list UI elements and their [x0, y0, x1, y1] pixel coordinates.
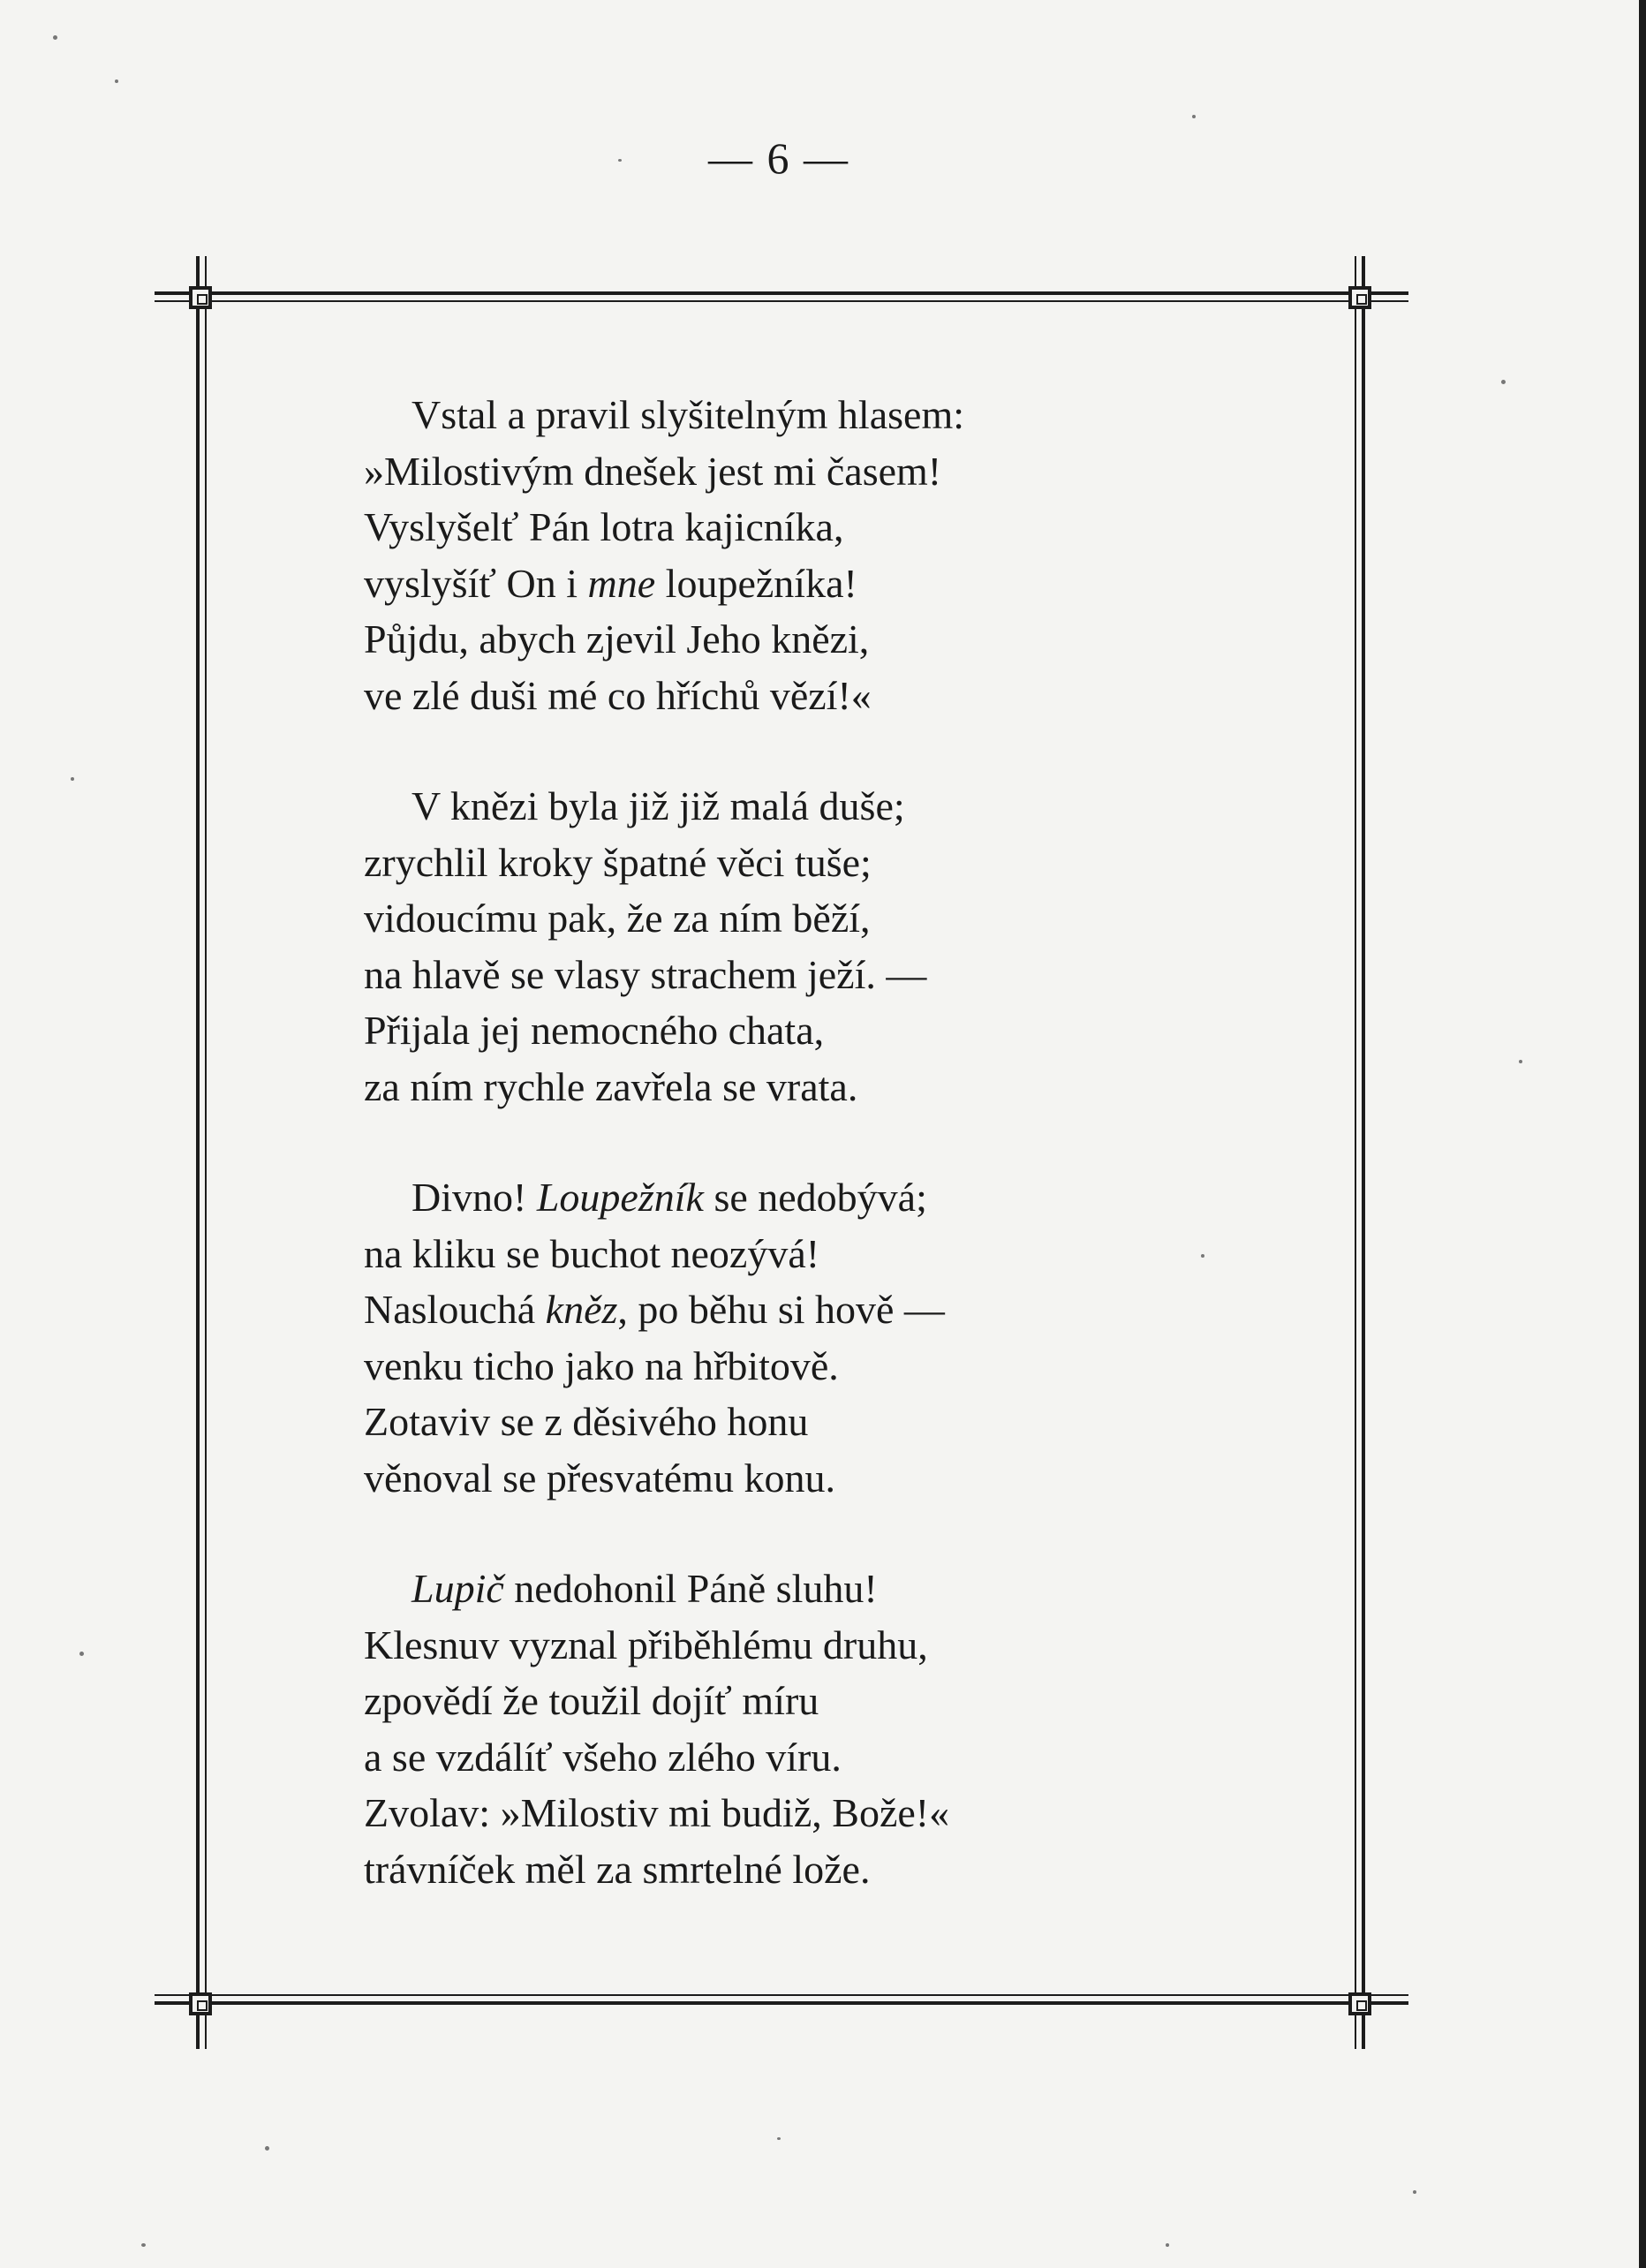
poem-line [364, 1561, 1335, 1617]
line-segment: na kliku se buchot neozývá! [364, 1230, 820, 1276]
poem-line [364, 556, 1335, 612]
line-segment: nedohonil Páně sluhu! [503, 1566, 878, 1611]
line-segment: , po běhu si hově — [617, 1287, 945, 1332]
poem-line [364, 1226, 1335, 1282]
speck [115, 79, 118, 83]
speck [618, 159, 622, 162]
speck [265, 2146, 269, 2151]
stanza [364, 387, 1335, 723]
line-segment: věnoval se přesvatému konu. [364, 1455, 835, 1501]
frame-left-line [196, 256, 200, 2049]
speck [777, 2137, 781, 2140]
poem-line [364, 1394, 1335, 1450]
poem-line [364, 1281, 1335, 1338]
speck [1201, 1254, 1204, 1258]
speck [1413, 2190, 1416, 2194]
line-segment: vyslyšíť On i [364, 560, 588, 606]
poem-line [364, 1338, 1335, 1395]
frame-right-line-inner [1355, 256, 1356, 2049]
line-segment: a se vzdálíť všeho zlého víru. [364, 1734, 842, 1780]
line-segment: ve zlé duši mé co hříchů vězí!« [364, 672, 872, 718]
poem-line [364, 835, 1335, 891]
poem-line [364, 1729, 1335, 1786]
stanza [364, 1561, 1335, 1897]
frame-bottom-line-inner [155, 1994, 1408, 1996]
italic-word: Lupič [412, 1566, 504, 1611]
poem-line [364, 611, 1335, 668]
poem-line [364, 668, 1335, 724]
line-segment: Vyslyšelť Pán lotra kajicníka, [364, 504, 844, 549]
poem-line [364, 499, 1335, 556]
italic-word: Loupežník [536, 1175, 704, 1220]
poem-line [364, 947, 1335, 1003]
page-number: — 6 — [708, 133, 849, 183]
speck [71, 777, 74, 781]
stanza [364, 778, 1335, 1115]
poem-line [364, 1617, 1335, 1674]
poem-line [364, 1785, 1335, 1841]
line-segment: Zotaviv se z děsivého honu [364, 1399, 809, 1444]
line-segment: Vstal a pravil slyšitelným hlasem: [412, 392, 965, 437]
line-segment: za ním rychle zavřela se vrata. [364, 1063, 858, 1109]
speck [53, 35, 57, 40]
poem-line [364, 1059, 1335, 1115]
line-segment: Zvolav: »Milostiv mi budiž, Bože!« [364, 1790, 950, 1835]
line-segment: Naslouchá [364, 1287, 546, 1332]
frame-corner-ornament [189, 1992, 212, 2015]
frame-corner-ornament [189, 286, 212, 309]
frame-bottom-line [155, 2001, 1408, 2005]
page-right-edge [1639, 0, 1646, 2268]
italic-word: kněz [545, 1287, 618, 1332]
line-segment: trávníček měl za smrtelné lože. [364, 1846, 871, 1892]
frame-corner-ornament [1348, 286, 1371, 309]
poem-line [364, 443, 1335, 500]
line-segment: Divno! [412, 1175, 537, 1220]
poem-line [364, 1450, 1335, 1507]
speck [79, 1652, 84, 1656]
poem-line [364, 1002, 1335, 1059]
speck [1166, 2243, 1169, 2247]
line-segment: Půjdu, abych zjevil Jeho knězi, [364, 616, 870, 662]
speck [1501, 380, 1506, 384]
line-segment: se nedobývá; [703, 1175, 927, 1220]
line-segment: vidoucímu pak, že za ním běží, [364, 896, 871, 941]
frame-right-line [1362, 256, 1365, 2049]
italic-word: mne [587, 560, 656, 606]
stanza [364, 1169, 1335, 1506]
poem-line [364, 890, 1335, 947]
poem-text [364, 387, 1335, 1952]
line-segment: na hlavě se vlasy strachem ježí. — [364, 951, 927, 997]
line-segment: V knězi byla již již malá duše; [412, 783, 905, 828]
poem-line [364, 1841, 1335, 1898]
frame-top-line-inner [155, 300, 1408, 302]
speck [141, 2243, 146, 2247]
frame-top-line [155, 291, 1408, 295]
line-segment: Přijala jej nemocného chata, [364, 1008, 825, 1053]
line-segment: loupežníka! [655, 560, 857, 606]
poem-line [364, 1169, 1335, 1226]
line-segment: zpovědí že toužil dojíť míru [364, 1678, 819, 1723]
line-segment: Klesnuv vyznal přiběhlému druhu, [364, 1622, 928, 1667]
speck [1519, 1060, 1522, 1063]
poem-line [364, 1673, 1335, 1729]
line-segment: »Milostivým dnešek jest mi časem! [364, 448, 942, 494]
line-segment: venku ticho jako na hřbitově. [364, 1342, 839, 1388]
frame-left-line-inner [205, 256, 207, 2049]
speck [1192, 115, 1196, 118]
frame-corner-ornament [1348, 1992, 1371, 2015]
line-segment: zrychlil kroky špatné věci tuše; [364, 839, 872, 885]
poem-line [364, 778, 1335, 835]
poem-line [364, 387, 1335, 443]
